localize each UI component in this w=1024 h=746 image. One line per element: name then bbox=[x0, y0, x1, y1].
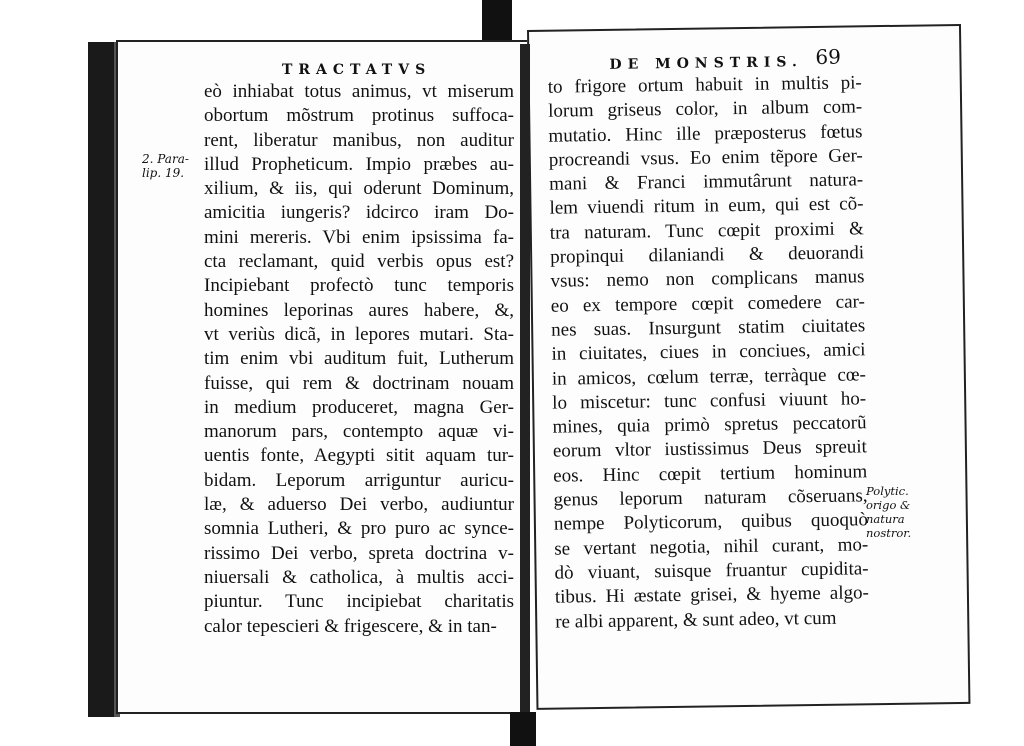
left-page-text bbox=[204, 80, 514, 639]
text-line: niuersali & catholica, à multis acci- bbox=[204, 566, 514, 588]
text-line: vt veriùs dicã, in lepores mutari. Sta- bbox=[204, 323, 514, 345]
text-line: se vertant negotia, nihil curant, mo- bbox=[554, 533, 869, 560]
text-line: in medium produceret, magna Ger- bbox=[204, 396, 514, 418]
bookmark-ribbon-top bbox=[482, 0, 512, 44]
margin-note-line: Polytic. bbox=[866, 484, 909, 498]
text-line: dò viuant, suisque fruantur cupidita- bbox=[554, 558, 869, 584]
right-page-text bbox=[548, 71, 870, 634]
margin-note-line: 2. Para- bbox=[142, 152, 189, 166]
text-line: re albi apparent, & sunt adeo, vt cum bbox=[555, 607, 837, 633]
left-page bbox=[116, 40, 528, 714]
text-line: læ, & aduerso Dei verbo, audiuntur bbox=[204, 494, 514, 516]
text-line: to frigore ortum habuit in multis pi- bbox=[547, 72, 862, 98]
text-line: tra naturam. Tunc cœpit proximi & bbox=[549, 218, 864, 244]
margin-note-line: lip. 19. bbox=[142, 166, 185, 180]
margin-note-line: nostror. bbox=[866, 526, 912, 540]
text-line: genus leporum naturam cõseruans, bbox=[553, 485, 868, 511]
text-line: cta reclamant, quid verbis opus est? bbox=[204, 251, 514, 273]
text-line: piuntur. Tunc incipiebat charitatis bbox=[204, 591, 514, 613]
book-gutter bbox=[520, 44, 530, 712]
text-line: in amicos, cœlum terræ, terràque cœ- bbox=[551, 363, 866, 390]
text-line: somnia Lutheri, & pro puro ac synce- bbox=[204, 518, 514, 540]
text-line: lo miscetur: tunc confusi viuunt ho- bbox=[552, 388, 867, 414]
text-line: illud Propheticum. Impio præbes au- bbox=[204, 153, 514, 175]
text-line: nempe Polyticorum, quibus quoquò bbox=[553, 509, 869, 536]
text-line: nes suas. Insurgunt statim ciuitates bbox=[551, 315, 866, 341]
bookmark-ribbon-bottom bbox=[510, 712, 536, 746]
page-number: 69 bbox=[815, 44, 842, 69]
text-line: in ciuitates, ciues in conciues, amici bbox=[551, 339, 866, 365]
text-line: tibus. Hi æstate grisei, & hyeme algo- bbox=[554, 582, 870, 608]
margin-note-line: origo & bbox=[866, 498, 911, 512]
right-running-head: DE MONSTRIS. bbox=[609, 54, 803, 73]
text-line: uentis fonte, Aegypti sitit aquam tur- bbox=[204, 445, 514, 467]
text-line: mutatio. Hinc ille præposterus fœtus bbox=[548, 120, 863, 147]
text-line: eorum vltor iustissimus Deus spreuit bbox=[552, 436, 868, 463]
text-line: procreandi vsus. Eo enim tẽpore Ger- bbox=[548, 145, 863, 171]
right-page bbox=[527, 24, 970, 710]
text-line: obortum mõstrum protinus suffoca- bbox=[204, 105, 514, 127]
text-line: rissimo Dei verbo, spreta doctrina v- bbox=[204, 542, 514, 564]
left-margin-note bbox=[142, 152, 189, 180]
text-line: lorum griseus color, in album com- bbox=[547, 96, 863, 123]
text-line: mines, quia primò spretus peccatorũ bbox=[552, 412, 867, 438]
text-line: calor tepescieri & frigescere, & in tan- bbox=[204, 615, 497, 637]
text-line: xilium, & iis, qui oderunt Dominum, bbox=[204, 178, 514, 200]
text-line: Incipiebant profectò tunc temporis bbox=[204, 275, 514, 297]
text-line: fuisse, qui rem & doctrinam nouam bbox=[204, 372, 514, 394]
text-line: amicitia iungeris? idcirco iram Do- bbox=[204, 202, 514, 224]
text-line: homines leporinas aures habere, &, bbox=[204, 299, 514, 321]
text-line: eo ex tempore cœpit comedere car- bbox=[550, 290, 865, 317]
text-line: manorum pars, contempto aquæ vi- bbox=[204, 421, 514, 443]
margin-note-line: natura bbox=[866, 512, 905, 526]
text-line: mini mereris. Vbi enim ipsissima fa- bbox=[204, 226, 514, 248]
book-binding bbox=[88, 42, 114, 717]
right-margin-note bbox=[866, 484, 911, 540]
text-line: eos. Hinc cœpit tertium hominum bbox=[553, 461, 868, 487]
left-running-head: TRACTATVS bbox=[282, 62, 432, 78]
text-line: bidam. Leporum arriguntur auricu- bbox=[204, 469, 514, 491]
text-line: tim enim vbi auditum fuit, Lutherum bbox=[204, 348, 514, 370]
text-line: lem viuendi ritum in eum, qui est cõ- bbox=[549, 193, 864, 220]
text-line: mani & Franci immutârunt natura- bbox=[549, 169, 864, 195]
text-line: propinqui dilaniandi & deuorandi bbox=[550, 242, 865, 268]
text-line: vsus: nemo non complicans manus bbox=[550, 266, 865, 293]
text-line: eò inhiabat totus animus, vt miserum bbox=[204, 81, 514, 102]
text-line: rent, liberatur manibus, non auditur bbox=[204, 129, 514, 151]
